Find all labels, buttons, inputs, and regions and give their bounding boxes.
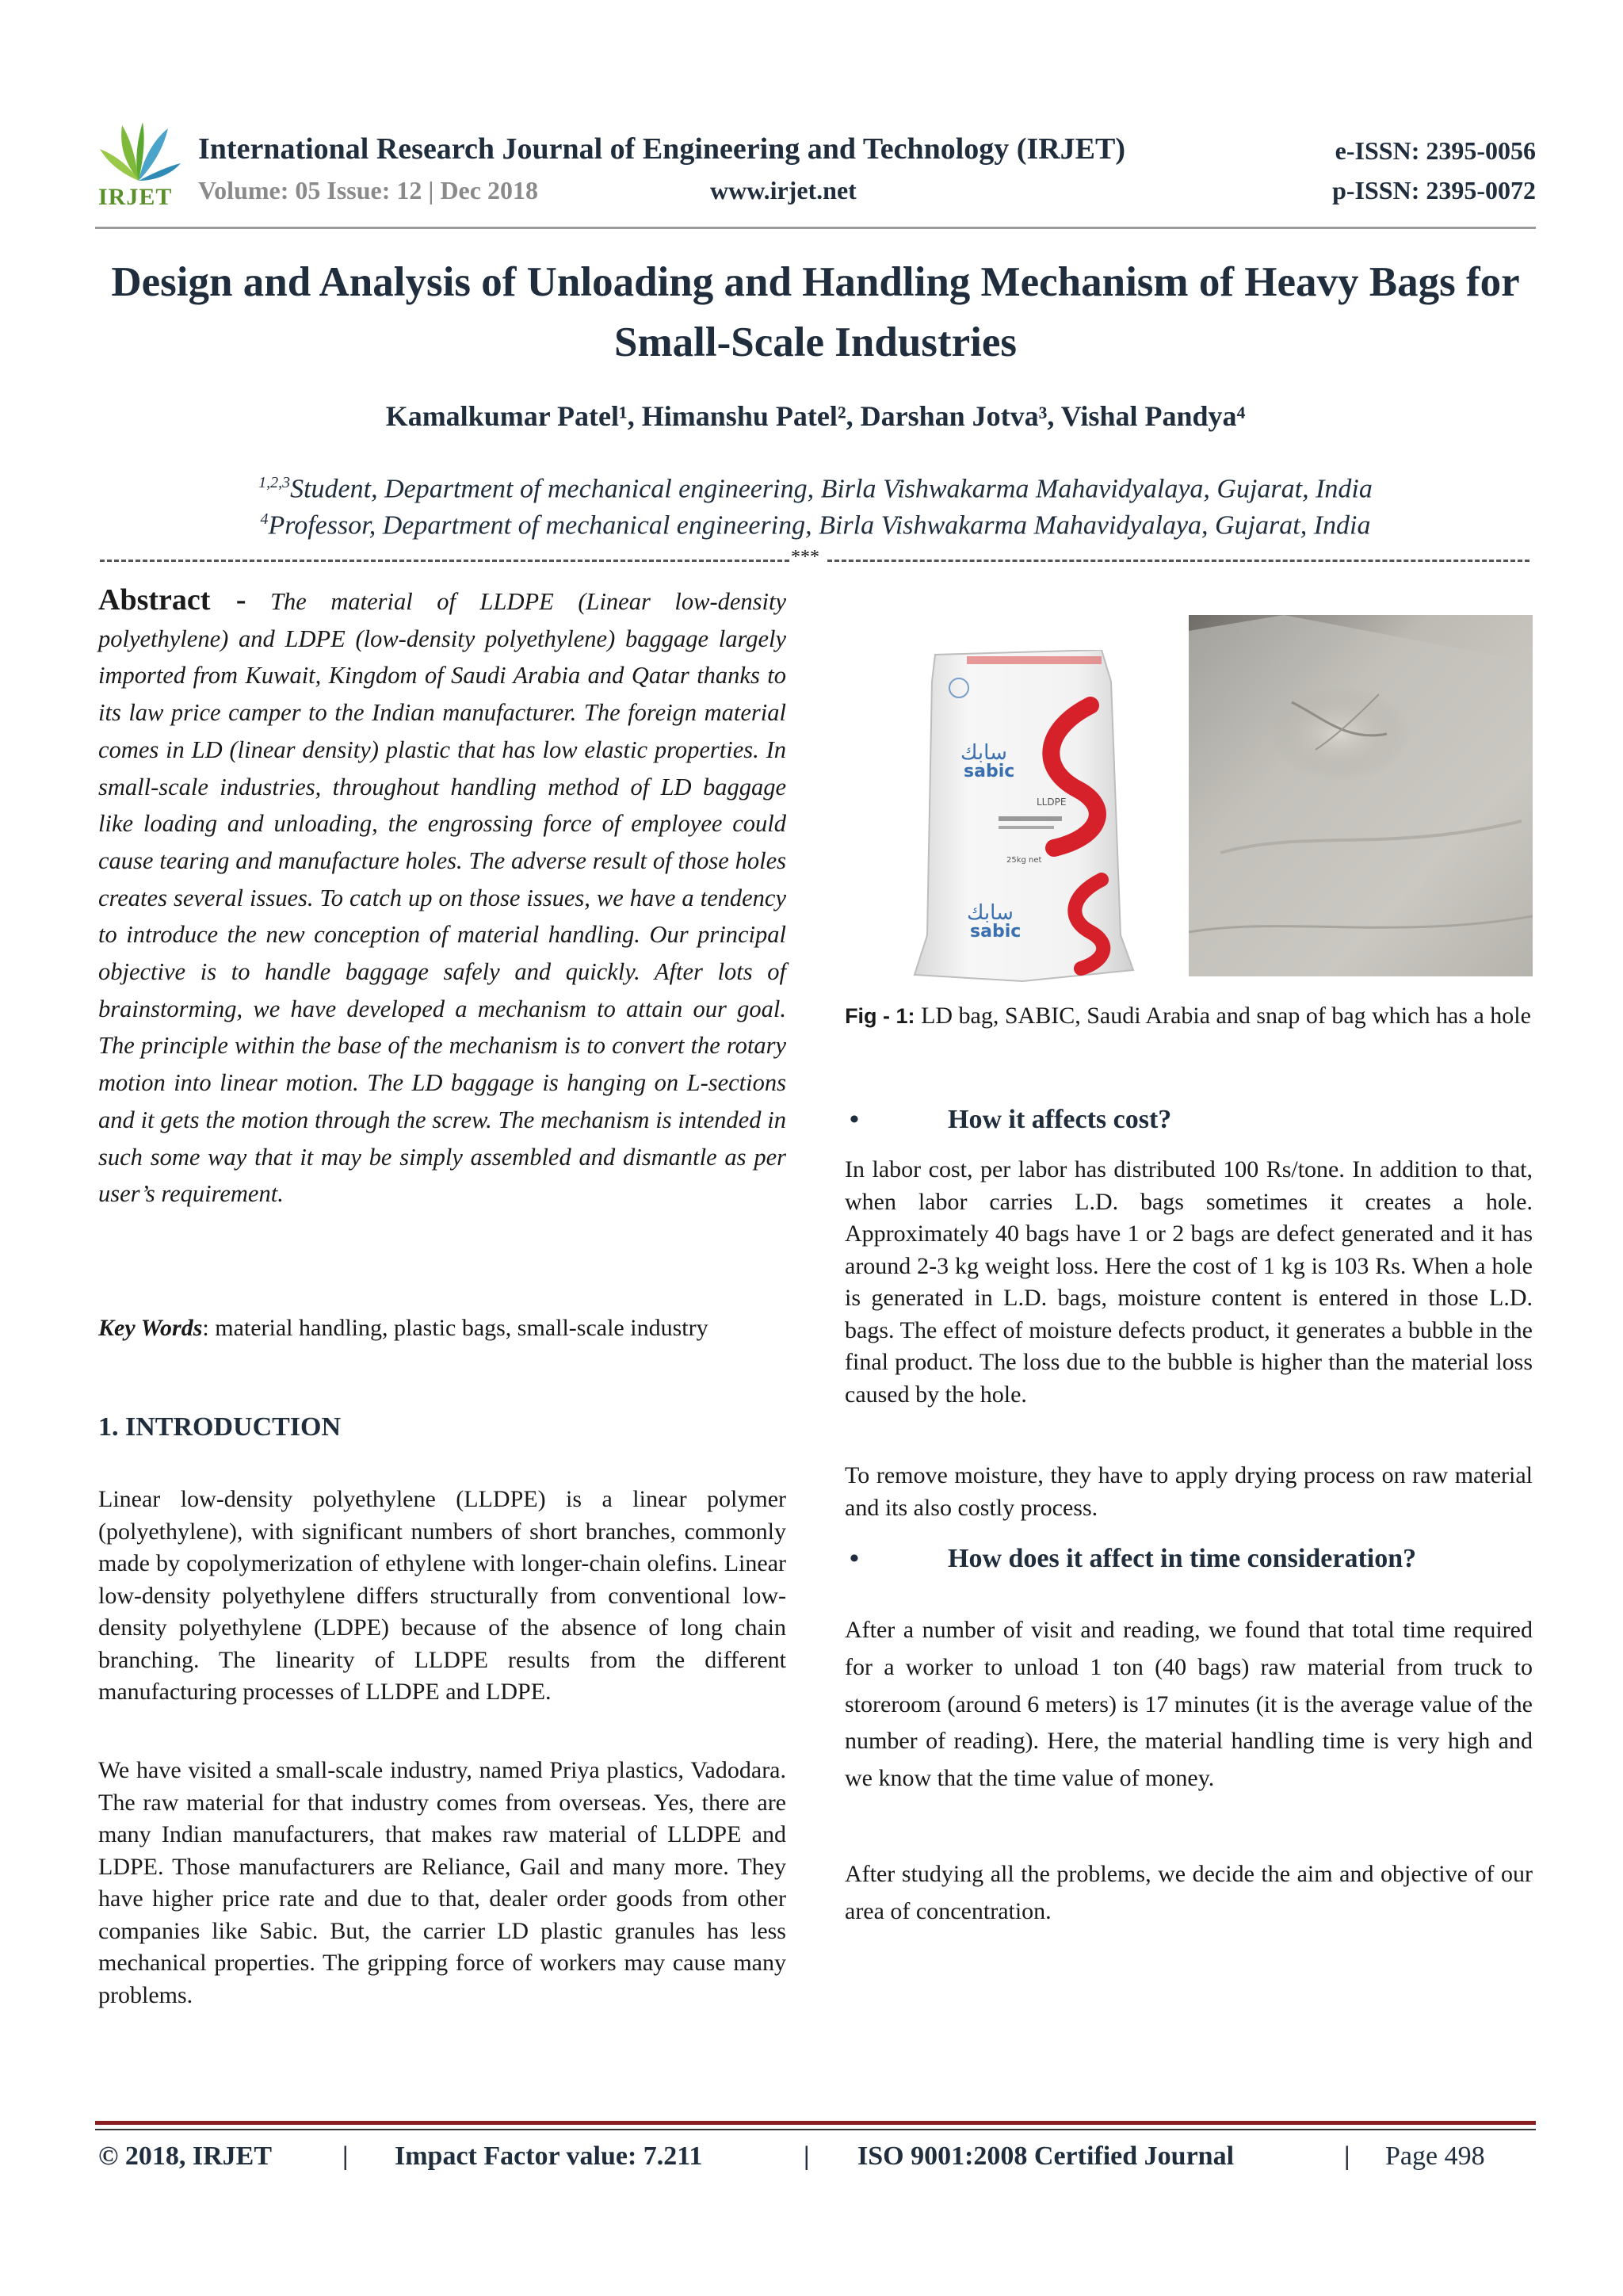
abstract-text: The material of LLDPE (Linear low-density polyethylene) and LDPE (low-density polyethylene) baggage largely imported from Kuwait, Kingdom of Saudi Arabia and Qatar thanks to its law price camper to the Indian manufacturer. The foreign material comes in LD (linear density) plastic that has low elastic properties. In small-scale industries, throughout handling method of LD baggage like loading and unloading, the engrossing force of employee could cause tearing and manufacture holes. The adverse result of those holes creates several issues. To catch up on those issues, we have a tendency to introduce the new conception of material handling. Our principal objective is to handle baggage safely and quickly. After lots of brainstorming, we have developed a mechanism to attain our goal. The principle within the base of the mechanism is to convert the rotary motion into linear motion. The LD baggage is hanging on L-sections and it gets the motion through the screw. The mechanism is intended in such some way that it may be simply assembled and dismantle as per user’s requirement.	[98, 588, 786, 1208]
affiliation-text: Student, Department of mechanical engineering, Birla Vishwakarma Mahavidyalaya, Gujarat, India	[290, 474, 1373, 504]
abstract-heading: Abstract -	[98, 583, 246, 617]
introduction-paragraph-2: We have visited a small-scale industry, named Priya plastics, Vadodara. The raw material for that industry comes from overseas. Yes, there are many Indian manufacturers, that makes raw material of LLDPE and LDPE. Those manufacturers are Reliance, Gail and many more. They have higher price rate and due to that, dealer order goods from other companies like Sabic. But, the carrier LD plastic granules has less mechanical properties. The gripping force of workers may cause many problems.	[98, 1757, 786, 2008]
sabic-bag-image	[903, 650, 1146, 983]
cost-paragraph-2: To remove moisture, they have to apply drying process on raw material and its also costly process.	[845, 1462, 1533, 1521]
time-paragraph-2: After studying all the problems, we decide the aim and objective of our area of concentration.	[845, 1861, 1533, 1924]
separator-stars: ***	[791, 547, 819, 567]
pissn: p-ISSN: 2395-0072	[1332, 176, 1536, 204]
bullet-icon: •	[850, 1105, 859, 1134]
journal-name: International Research Journal of Engineering and Technology (IRJET)	[198, 132, 1126, 166]
header-divider	[95, 227, 1536, 229]
footer-divider: |	[342, 2141, 349, 2171]
bag-brand-arabic: سابك	[960, 741, 1007, 765]
time-paragraph-1: After a number of visit and reading, we found that total time required for a worker to unload 1 ton (40 bags) raw material from truck to storeroom (around 6 meters) is 17 minutes (it is the average value of the number of reading). Here, the material handling time is very high and we know that the time value of money.	[845, 1617, 1533, 1792]
paper-title: Design and Analysis of Unloading and Handling Mechanism of Heavy Bags for Small-Scale Industries	[111, 259, 1520, 365]
bullet-icon: •	[850, 1544, 859, 1573]
figure-caption-text: LD bag, SABIC, Saudi Arabia and snap of bag which has a hole	[921, 1003, 1531, 1029]
cost-heading-text: How it affects cost?	[948, 1105, 1172, 1134]
bag-brand-arabic-lower: سابك	[967, 901, 1014, 925]
affiliation-sup: 4	[260, 510, 269, 528]
page-footer	[98, 2141, 1533, 2181]
footer-copyright: © 2018, IRJET	[98, 2141, 273, 2171]
bag-brand: sabic	[964, 762, 1015, 781]
eissn: e-ISSN: 2395-0056	[1335, 136, 1536, 165]
bag-hole-photo	[1189, 615, 1533, 976]
bag-weight: 25kg net	[1006, 856, 1042, 865]
bag-brand-lower: sabic	[970, 922, 1022, 942]
introduction-heading: 1. INTRODUCTION	[98, 1412, 342, 1442]
journal-header	[95, 117, 1536, 228]
footer-iso: ISO 9001:2008 Certified Journal	[857, 2141, 1235, 2171]
introduction-paragraph-1: Linear low-density polyethylene (LLDPE) is a linear polymer (polyethylene), with significant numbers of short branches, commonly made by copolymerization of ethylene with longer-chain olefins. Linear low-density polyethylene differs structurally from conventional low-density polyethylene (LDPE) because of the absence of long chain branching. The linearity of LLDPE results from the different manufacturing processes of LLDPE and LDPE.	[98, 1486, 786, 1705]
volume-issue: Volume: 05 Issue: 12 | Dec 2018	[198, 176, 538, 204]
paper-authors: Kamalkumar Patel¹, Himanshu Patel², Darshan Jotva³, Vishal Pandya⁴	[385, 400, 1246, 432]
separator-line-left	[100, 560, 789, 562]
affiliation-professor	[95, 510, 1536, 541]
footer-page-number: Page 498	[1385, 2141, 1485, 2171]
keywords	[98, 1312, 786, 1345]
figure-caption	[843, 997, 1533, 1035]
time-heading-text: How does it affect in time consideration?	[948, 1544, 1417, 1573]
separator-line-right	[827, 560, 1529, 562]
footer-rule-dark	[95, 2129, 1536, 2130]
keywords-text: : material handling, plastic bags, small-scale industry	[202, 1315, 708, 1341]
footer-rule-red	[95, 2121, 1536, 2125]
logo-text: IRJET	[98, 184, 173, 210]
footer-impact-factor: Impact Factor value: 7.211	[395, 2141, 703, 2171]
abstract	[98, 582, 786, 1213]
bag-grade-label: LLDPE	[1037, 797, 1067, 808]
figure-label: Fig - 1:	[845, 1004, 915, 1028]
affiliation-students	[95, 474, 1536, 504]
journal-website[interactable]: www.irjet.net	[710, 176, 857, 204]
keywords-label: Key Words	[98, 1315, 203, 1341]
footer-divider: |	[1344, 2141, 1350, 2171]
cost-paragraph-1: In labor cost, per labor has distributed 100 Rs/tone. In addition to that, when labor carries L.D. bags sometimes it creates a hole. Approximately 40 bags have 1 or 2 bags are defect generated and it has around 2-3 kg weight loss. Here the cost of 1 kg is 103 Rs. When a hole is generated in L.D. bags, moisture content is entered in those L.D. bags. The effect of moisture defects product, it generates a bubble in the final product. The loss due to the bubble is higher than the material loss caused by the hole.	[845, 1156, 1533, 1408]
affiliation-text: Professor, Department of mechanical engineering, Birla Vishwakarma Mahavidyalaya, Gujarat, India	[268, 510, 1371, 541]
affiliation-sup: 1,2,3	[258, 474, 291, 491]
footer-divider: |	[804, 2141, 810, 2171]
